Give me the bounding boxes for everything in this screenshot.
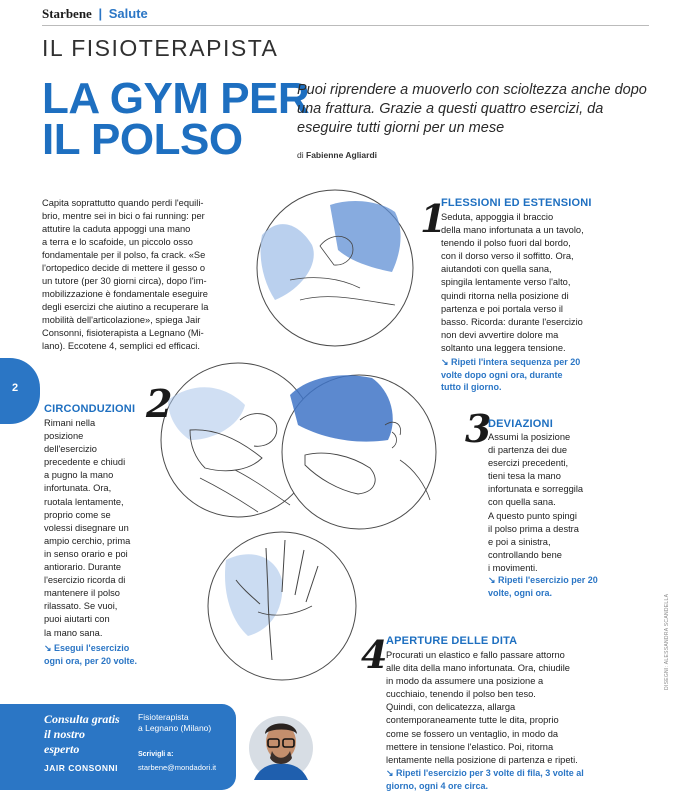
body-line: proprio come se [44, 509, 111, 520]
body-line: e poi a sinistra, [488, 536, 551, 547]
body-line: posizione [44, 431, 84, 442]
illustration-flexion [257, 190, 413, 346]
byline-author: Fabienne Agliardi [306, 150, 378, 160]
illustration-credit: DISEGNI: ALESSANDRA SCANDELLA [664, 593, 670, 690]
body-line: basso. Ricorda: durante l'esercizio [441, 316, 583, 327]
exercise-number-4: 4 [361, 632, 388, 677]
expert-photo [248, 708, 314, 788]
body-line: controllando bene [488, 549, 562, 560]
brand-name: Starbene [42, 6, 92, 21]
intro-line: attutire la caduta appoggi una mano [42, 224, 191, 234]
body-line: mettere in tensione l'elastico. Poi, ritorna [386, 741, 554, 752]
body-line: cucchiaio, tenendo il polso ben teso. [386, 689, 536, 700]
body-line: mantenere il polso [44, 588, 120, 599]
body-line: precedente e chiudi [44, 457, 126, 468]
body-line: della mano infortunata a un tavolo, [441, 225, 584, 236]
exercise-number-1: 1 [420, 196, 447, 241]
body-line: lentamente nella posizione di partenza e ripeti. [386, 754, 578, 765]
body-line: puoi aiutarti con [44, 614, 110, 625]
exercise-body-4 [386, 649, 626, 767]
body-line: i movimenti. [488, 562, 538, 573]
cta-line: ↘ Ripeti l'esercizio per 3 volte di fila, 3 volte al [386, 768, 584, 778]
body-line: infortunata. Ora, [44, 483, 112, 494]
body-line: a pugno la mano [44, 470, 114, 481]
exercise-body-2 [44, 417, 174, 640]
exercise-cta-4 [386, 767, 631, 792]
body-line: come se fossero un ventaglio, in modo da [386, 728, 559, 739]
body-line: non devi avvertire dolore ma [441, 329, 559, 340]
role-line: Fisioterapista [138, 712, 189, 722]
exercise-body-1 [441, 211, 641, 355]
expert-role [138, 712, 234, 734]
title-line-1: LA GYM PER [42, 74, 310, 123]
section-name: Salute [108, 6, 148, 21]
exercise-number-2: 2 [146, 381, 173, 426]
body-line: aiutandoti con quella sana, [441, 264, 552, 275]
intro-line: Consonni, fisioterapista a Legnano (Mi- [42, 328, 204, 338]
body-line: di partenza dei due [488, 445, 568, 456]
cta-line: giorno, ogni 4 ore circa. [386, 780, 489, 791]
illustration-deviation [282, 375, 436, 529]
cta-line: ogni ora, per 20 volte. [44, 655, 138, 666]
body-line: dell'esercizio [44, 444, 97, 455]
body-line: tenendo il polso fuori dal bordo, [441, 238, 571, 249]
body-line: Assumi la posizione [488, 432, 571, 442]
header-separator: | [98, 6, 103, 21]
body-line: la mano sana. [44, 627, 103, 638]
intro-line: fondamentale per il polso, fa crack. «Se [42, 250, 206, 260]
body-line: l'esercizio ricorda di [44, 575, 126, 586]
body-line: esercizi precedenti, [488, 458, 569, 469]
page-number: 2 [12, 382, 19, 394]
cta-line: volte, ogni ora. [488, 587, 553, 598]
exercise-title-2: CIRCONDUZIONI [44, 403, 136, 415]
exercise-number-3: 3 [465, 406, 492, 451]
body-line: infortunata e sorreggila [488, 484, 584, 495]
intro-line: Capita soprattutto quando perdi l'equili- [42, 198, 204, 208]
intro-line: mobilizzazione è fondamentale eseguire [42, 289, 208, 299]
heading-line: Consulta gratis [44, 712, 120, 726]
intro-line: brio, mentre sei in bici o fai running: per [42, 211, 205, 221]
expert-name: JAIR CONSONNI [44, 763, 119, 773]
body-line: Rimani nella [44, 418, 96, 428]
heading-line: esperto [44, 742, 80, 756]
body-line: alle dita della mano infortunata. Ora, chiudile [386, 663, 570, 674]
subtitle: Puoi riprendere a muoverlo con scioltezza anche dopo una frattura. Grazie a questi quattro esercizi, da eseguire tutti giorni per un mese [297, 82, 647, 136]
cta-line: ↘ Ripeti l'esercizio per 20 [488, 575, 598, 585]
body-line: con quella sana. [488, 497, 556, 508]
body-line: volessi disegnare un [44, 522, 129, 533]
cta-line: volte dopo ogni ora, durante [441, 369, 563, 380]
body-line: Quindi, con delicatezza, allarga [386, 702, 516, 713]
body-line: quindi ritorna nella posizione di [441, 290, 569, 301]
cta-line: tutto il giorno. [441, 382, 502, 392]
byline-prefix: di [297, 150, 304, 160]
illustration-finger-opening [208, 532, 356, 680]
body-line: ruotala lentamente, [44, 496, 124, 507]
body-line: con il dorso verso il soffitto. Ora, [441, 251, 574, 262]
body-line: antiorario. Durante [44, 562, 121, 573]
body-line: il polso prima a destra [488, 523, 579, 534]
body-line: contemporaneamente tutte le dita, proprio [386, 715, 559, 726]
body-line: rilassato. Se vuoi, [44, 601, 118, 612]
exercise-cta-1 [441, 356, 641, 394]
exercise-cta-2 [44, 642, 184, 667]
body-line: tieni tesa la mano [488, 471, 561, 482]
intro-line: un tutore (per 30 giorni circa), dopo l'im- [42, 276, 207, 286]
exercise-title-1: FLESSIONI ED ESTENSIONI [441, 197, 592, 209]
intro-line: lano). Eccotene 4, semplici ed efficaci. [42, 341, 200, 351]
title-line-2: IL POLSO [42, 115, 243, 164]
expert-email-link[interactable]: starbene@mondadori.it [138, 763, 217, 772]
kicker: IL FISIOTERAPISTA [42, 35, 279, 61]
cta-line: ↘ Ripeti l'intera sequenza per 20 [441, 357, 581, 367]
exercise-body-3 [488, 431, 638, 575]
intro-line: a terra e lo scafoide, un piccolo osso [42, 237, 193, 247]
body-line: partenza e poi portala verso il [441, 303, 563, 314]
heading-line: il nostro [44, 727, 86, 741]
exercise-title-4: APERTURE DELLE DITA [386, 635, 518, 647]
body-line: Procurati un elastico e fallo passare attorno [386, 650, 565, 660]
body-line: A questo punto spingi [488, 510, 577, 521]
role-line: a Legnano (Milano) [138, 723, 212, 733]
write-label: Scrivigli a: [138, 751, 174, 758]
body-line: soltanto una leggera tensione. [441, 342, 566, 353]
body-line: in modo da assumere una posizione a [386, 676, 544, 687]
body-line: spingila lentamente verso l'alto, [441, 277, 571, 288]
body-line: in senso orario e poi [44, 548, 128, 559]
body-line: Seduta, appoggia il braccio [441, 212, 554, 222]
exercise-title-3: DEVIAZIONI [488, 418, 553, 430]
exercise-cta-3 [488, 574, 648, 599]
intro-line: degli esercizi che aiutino a recuperare la [42, 302, 209, 312]
cta-line: ↘ Esegui l'esercizio [44, 643, 130, 653]
expert-box-heading [44, 712, 138, 757]
intro-line: l'ortopedico decide di mettere il gesso o [42, 263, 206, 273]
body-line: ampio cerchio, prima [44, 535, 131, 546]
intro-line: mobilità dell'articolazione», spiega Jair [42, 315, 201, 325]
